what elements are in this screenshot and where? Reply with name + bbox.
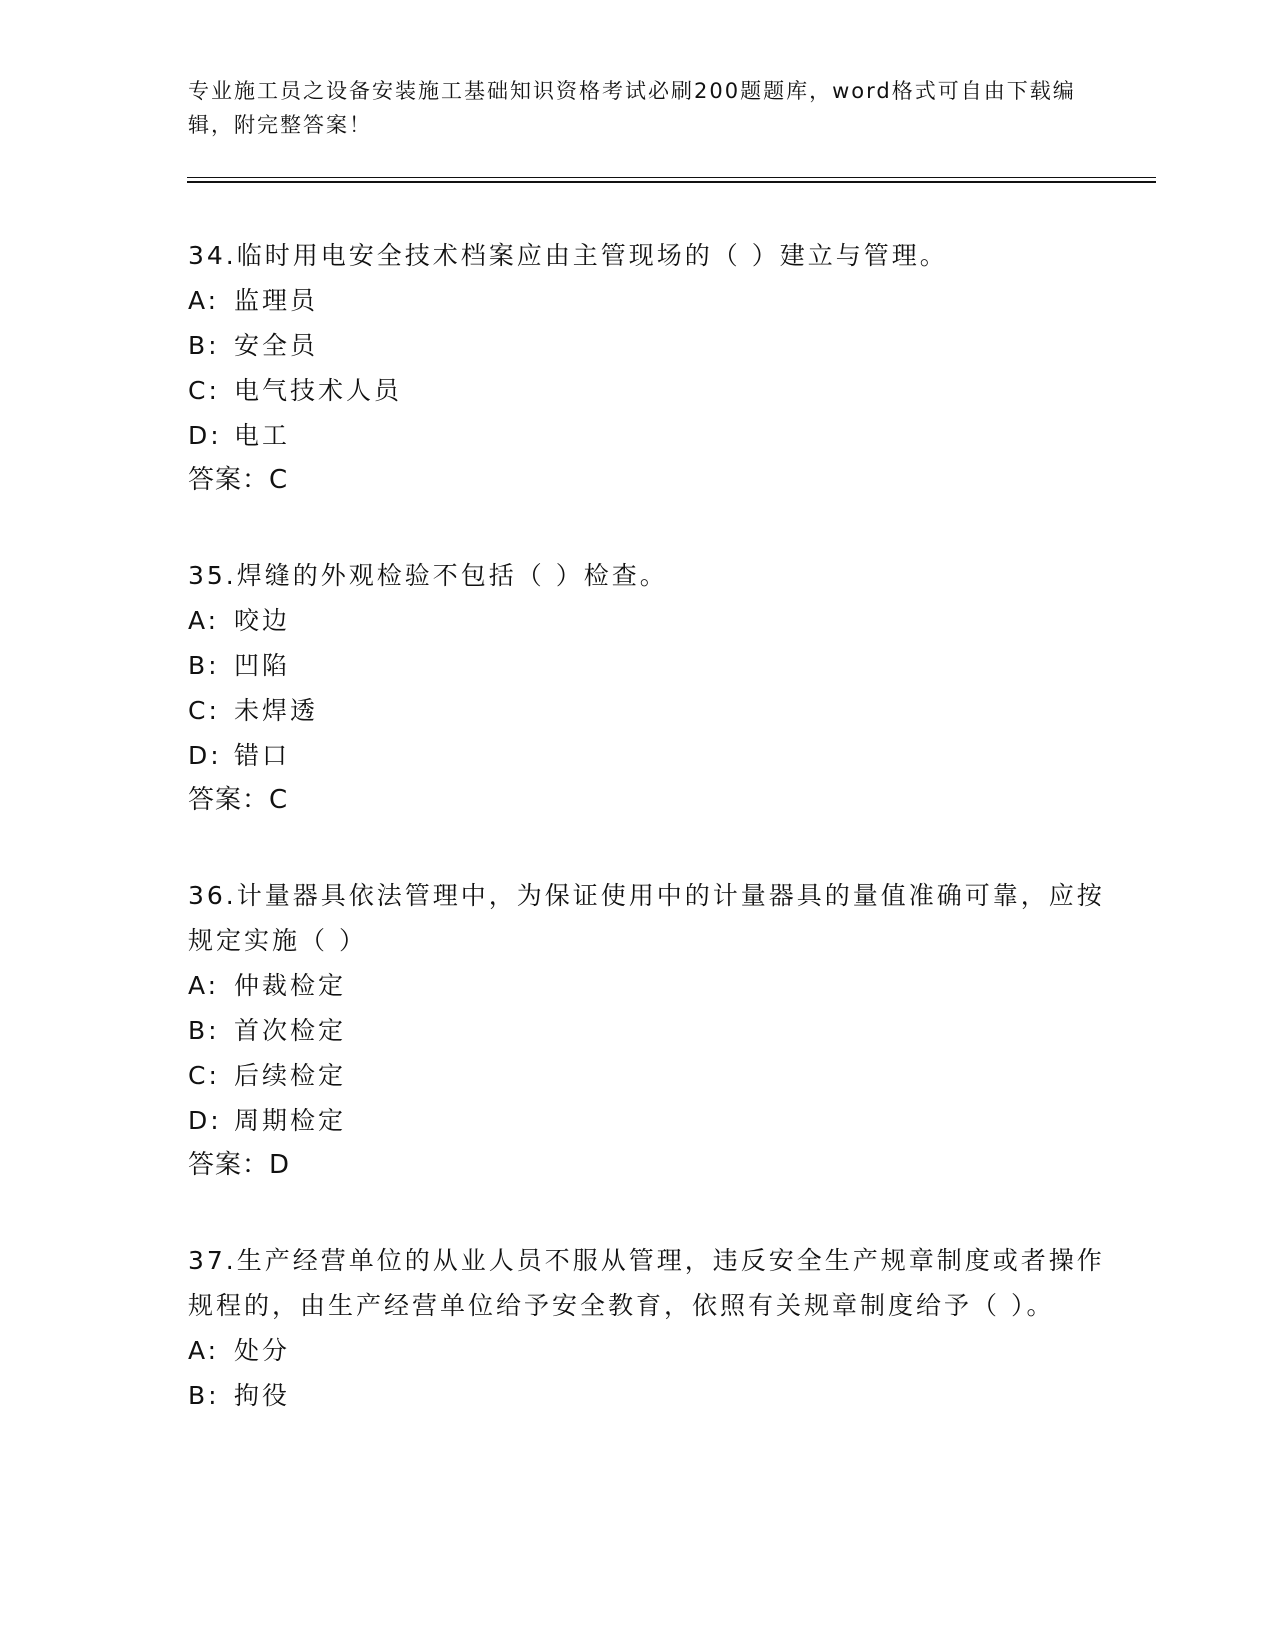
- option-text: 处分: [234, 1336, 291, 1365]
- option-text: 后续检定: [234, 1061, 347, 1090]
- option-d: [188, 733, 1128, 778]
- option-a: [188, 1328, 1128, 1373]
- option-letter: B:: [188, 1016, 220, 1045]
- option-letter: B:: [188, 651, 220, 680]
- option-text: 未焊透: [234, 696, 319, 725]
- option-letter: D:: [188, 1106, 222, 1135]
- option-letter: B:: [188, 331, 220, 360]
- option-letter: C:: [188, 1061, 220, 1090]
- option-text: 电气技术人员: [234, 376, 403, 405]
- option-letter: A:: [188, 606, 220, 635]
- header-divider-thick: [187, 181, 1156, 183]
- question-37: [188, 1238, 1128, 1418]
- option-letter: A:: [188, 1336, 220, 1365]
- option-b: [188, 643, 1128, 688]
- option-text: 安全员: [234, 331, 319, 360]
- answer-line: 答案：D: [188, 1150, 291, 1180]
- option-c: [188, 688, 1128, 733]
- option-a: [188, 278, 1128, 323]
- option-text: 拘役: [234, 1381, 291, 1410]
- option-text: 首次检定: [234, 1016, 347, 1045]
- option-letter: D:: [188, 741, 222, 770]
- option-a: [188, 963, 1128, 1008]
- option-letter: C:: [188, 696, 220, 725]
- option-c: [188, 368, 1128, 413]
- option-text: 电工: [234, 421, 291, 450]
- option-letter: A:: [188, 971, 220, 1000]
- question-stem: 36.计量器具依法管理中，为保证使用中的计量器具的量值准确可靠，应按规定实施（ ）: [188, 881, 1105, 955]
- option-text: 周期检定: [234, 1106, 347, 1135]
- option-letter: D:: [188, 421, 222, 450]
- answer-line: 答案：C: [188, 465, 289, 495]
- option-text: 监理员: [234, 286, 319, 315]
- question-stem: 37.生产经营单位的从业人员不服从管理，违反安全生产规章制度或者操作规程的，由生产经营单位给予安全教育，依照有关规章制度给予（ ）。: [188, 1246, 1105, 1320]
- option-d: [188, 413, 1128, 458]
- question-36: [188, 873, 1128, 1188]
- option-text: 错口: [234, 741, 291, 770]
- option-letter: A:: [188, 286, 220, 315]
- option-c: [188, 1053, 1128, 1098]
- option-text: 仲裁检定: [234, 971, 347, 1000]
- option-d: [188, 1098, 1128, 1143]
- option-a: [188, 598, 1128, 643]
- question-stem: 35.焊缝的外观检验不包括（ ）检查。: [188, 561, 668, 590]
- question-34: [188, 233, 1128, 503]
- option-b: [188, 1373, 1128, 1418]
- option-text: 咬边: [234, 606, 291, 635]
- option-b: [188, 323, 1128, 368]
- question-stem: 34.临时用电安全技术档案应由主管现场的（ ）建立与管理。: [188, 241, 948, 270]
- header-divider-thin: [187, 177, 1156, 178]
- option-b: [188, 1008, 1128, 1053]
- option-text: 凹陷: [234, 651, 291, 680]
- answer-line: 答案：C: [188, 785, 289, 815]
- option-letter: C:: [188, 376, 220, 405]
- document-header: 专业施工员之设备安装施工基础知识资格考试必刷200题题库，word格式可自由下载编辑，附完整答案！: [188, 79, 1076, 137]
- option-letter: B:: [188, 1381, 220, 1410]
- question-35: [188, 553, 1128, 823]
